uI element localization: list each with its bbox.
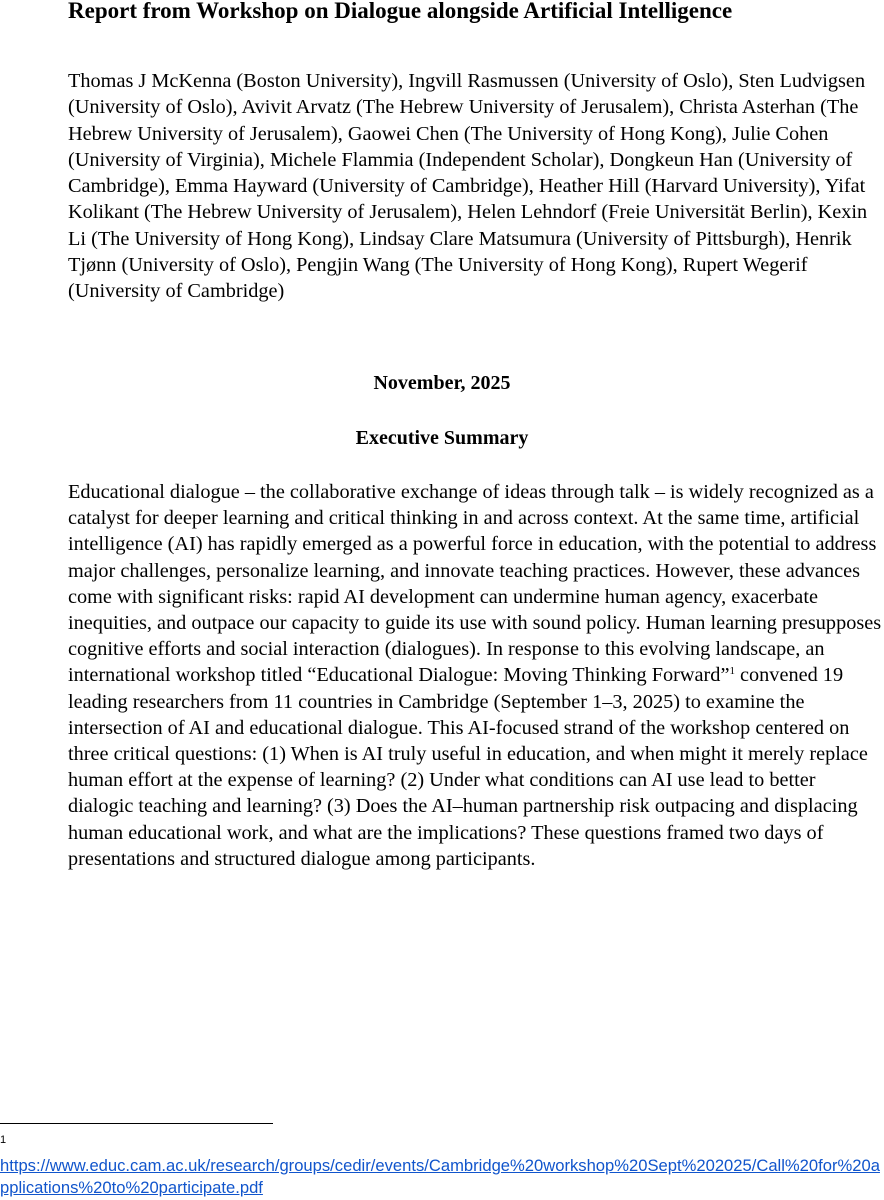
footnote-reference[interactable]: 1	[729, 665, 735, 678]
footnote-link[interactable]: https://www.educ.cam.ac.uk/research/groups/cedir/events/Cambridge%20workshop%20Sept%202025/Call%20for%20applications%20to%20participate.pdf	[0, 1156, 880, 1197]
summary-text-part-1: Educational dialogue – the collaborative exchange of ideas through talk – is widely recognized as a catalyst for deeper learning and critical thinking in and across context. At the same time, artificial intelligence (AI) has rapidly emerged as a powerful force in education, with the potential to address major challenges, personalize learning, and innovate teaching practices. However, these advances come with significant risks: rapid AI development can undermine human agency, exacerbate inequities, and outpace our capacity to guide its use with sound policy. Human learning presupposes cognitive efforts and social interaction (dialogues). In response to this evolving landscape, an international workshop titled “Educational Dialogue: Moving Thinking Forward”	[68, 481, 882, 687]
document-title: Report from Workshop on Dialogue alongside Artificial Intelligence	[68, 0, 733, 23]
footnote-divider	[0, 1123, 273, 1124]
summary-text-part-2: convened 19 leading researchers from 11 countries in Cambridge (September 1–3, 2025) to examine the intersection of AI and educational dialogue. This AI-focused strand of the workshop centered on three critical questions: (1) When is AI truly useful in education, and when might it merely replace human effort at the expense of learning? (2) Under what conditions can AI use lead to better dialogic teaching and learning? (3) Does the AI–human partnership risk outpacing and displacing human educational work, and what are the implications? These questions framed two days of presentations and structured dialogue among participants.	[68, 664, 868, 870]
report-date: November, 2025	[373, 372, 511, 394]
executive-summary-paragraph	[68, 479, 884, 872]
section-heading-executive-summary: Executive Summary	[355, 427, 529, 449]
footnote-number: 1	[0, 1134, 7, 1146]
author-list: Thomas J McKenna (Boston University), Ingvill Rasmussen (University of Oslo), Sten Ludvigsen (University of Oslo), Avivit Arvatz (The Hebrew University of Jerusalem), Christa Asterhan (The Hebrew University of Jerusalem), Gaowei Chen (The University of Hong Kong), Julie Cohen (University of Virginia), Michele Flammia (Independent Scholar), Dongkeun Han (University of Cambridge), Emma Hayward (University of Cambridge), Heather Hill (Harvard University), Yifat Kolikant (The Hebrew University of Jerusalem), Helen Lehndorf (Freie Universität Berlin), Kexin Li (The University of Hong Kong), Lindsay Clare Matsumura (University of Pittsburgh), Henrik Tjønn (University of Oslo), Pengjin Wang (The University of Hong Kong), Rupert Wegerif (University of Cambridge)	[68, 70, 868, 303]
